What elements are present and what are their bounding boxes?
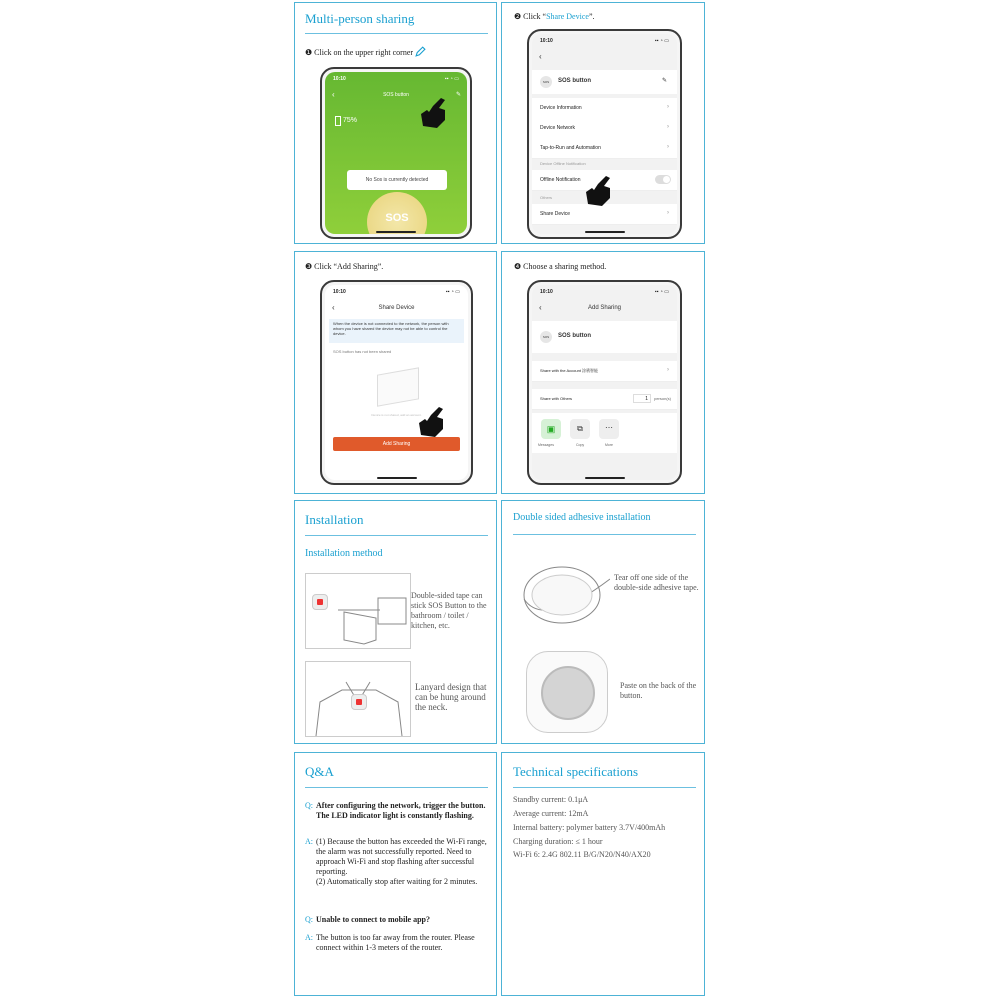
qa-q1: Q: After configuring the network, trigger the button. The LED indicator light is constantly flashing.	[305, 801, 486, 820]
copy-label: Copy	[576, 443, 585, 447]
status-icons: ▪▪ ◔ ▭	[444, 76, 459, 82]
device-header	[532, 70, 677, 94]
row-share-others: Share with Others 1 person(s)	[532, 389, 677, 410]
step1-text	[305, 46, 426, 57]
device-name: SOS button	[558, 333, 591, 339]
spec-wifi: Wi-Fi 6: 2.4G 802.11 B/G/N20/N40/AX20	[513, 850, 651, 859]
qa-title: Q&A	[305, 764, 334, 779]
notice-banner: When the device is not connected to the network, the person with whom you have shared the device may not be able to control the device.	[329, 319, 464, 343]
row-share-device[interactable]: Share Device ›	[532, 204, 677, 225]
home-indicator	[377, 477, 417, 479]
person-unit: person(s)	[654, 396, 671, 401]
step1-label: ❶ Click on the upper right corner	[305, 48, 414, 57]
home-indicator	[376, 231, 416, 233]
lanyard-illustration	[305, 661, 411, 737]
phone-settings-screen	[527, 29, 682, 239]
back-icon[interactable]: ‹	[332, 303, 335, 312]
step3-text: ❸ Click “Add Sharing”.	[305, 262, 384, 271]
section-offline: Device Offline Notification	[540, 161, 586, 166]
device-avatar: SOS	[540, 76, 552, 88]
button-back-illustration	[526, 651, 608, 733]
battery-icon	[335, 116, 341, 126]
sos-button-mini	[351, 694, 367, 710]
pointing-hand-icon	[584, 174, 614, 208]
add-sharing-button[interactable]: Add Sharing	[333, 437, 460, 451]
share-device-link: Share Device	[546, 12, 589, 21]
pointing-hand-icon	[417, 405, 447, 439]
status-icons: ▪▪ ◔ ▭	[654, 289, 669, 295]
phone-add-sharing-screen	[527, 280, 682, 485]
screen-title: Share Device	[378, 305, 415, 311]
lanyard-description: Lanyard design that can be hung around the neck.	[415, 682, 487, 712]
home-indicator	[585, 231, 625, 233]
section-others: Others	[540, 195, 553, 200]
tear-description: Tear off one side of the double-side adhesive tape.	[614, 573, 699, 592]
toast: No Sos is currently detected	[347, 170, 447, 190]
screen-title: SOS button	[383, 92, 409, 98]
row-device-network[interactable]: Device Network ›	[532, 118, 677, 139]
paste-description: Paste on the back of the button.	[620, 681, 697, 700]
home-indicator	[585, 477, 625, 479]
pencil-icon	[415, 46, 426, 57]
panel-sharing-step2	[501, 2, 705, 244]
more-label: More	[605, 443, 613, 447]
row-share-account[interactable]: Share with the Account 涂鸦智能 ›	[532, 361, 677, 382]
sharing-title: Multi-person sharing	[305, 11, 415, 26]
back-icon[interactable]: ‹	[539, 303, 542, 312]
status-time: 10:10	[540, 289, 553, 295]
back-icon[interactable]: ‹	[539, 52, 542, 61]
spec-battery: Internal battery: polymer battery 3.7V/400mAh	[513, 823, 666, 832]
title-rule	[305, 787, 488, 788]
panel-adhesive	[501, 500, 705, 744]
empty-text: Device is not shared, add an account.	[371, 413, 422, 417]
copy-app[interactable]: ⧉	[570, 419, 590, 439]
share-status: SOS button has not been shared	[333, 349, 392, 354]
tape-illustration	[305, 573, 411, 649]
status-time: 10:10	[333, 289, 346, 295]
messages-label: Messages	[538, 443, 554, 447]
sos-label: SOS	[385, 212, 409, 224]
device-header	[532, 321, 677, 353]
status-time: 10:10	[333, 76, 346, 82]
messages-app[interactable]: ▣	[541, 419, 561, 439]
panel-specs	[501, 752, 705, 996]
screen-title: Add Sharing	[587, 305, 622, 311]
step2-text: ❷ Click “Share Device”.	[514, 12, 595, 21]
empty-box-illustration	[377, 367, 419, 406]
title-rule	[513, 787, 696, 788]
title-rule	[305, 33, 488, 34]
step4-text: ❹ Choose a sharing method.	[514, 262, 607, 271]
offline-toggle[interactable]	[655, 175, 671, 184]
installation-method: Installation method	[305, 548, 383, 559]
row-device-information[interactable]: Device Information ›	[532, 98, 677, 119]
qa-a1: A: (1) Because the button has exceeded the Wi-Fi range, the alarm was not successfully reported. Need to approach Wi-Fi and stop flashing after successful reporting. (2) Automatically stop after waiting for 2 minutes.	[305, 837, 487, 886]
adhesive-peel-illustration	[514, 559, 610, 629]
back-icon[interactable]: ‹	[332, 90, 335, 99]
edit-icon[interactable]: ✎	[661, 78, 667, 84]
qa-a2: A: The button is too far away from the router. Please connect within 1-3 meters of the router.	[305, 933, 475, 952]
adhesive-title: Double sided adhesive installation	[513, 512, 651, 523]
edit-icon[interactable]: ✎	[455, 92, 461, 98]
panel-sharing-step3	[294, 251, 497, 494]
phone-share-device-screen	[320, 280, 473, 485]
panel-qa	[294, 752, 497, 996]
status-icons: ▪▪ ◔ ▭	[654, 38, 669, 44]
specs-title: Technical specifications	[513, 764, 639, 779]
pointing-hand-icon	[419, 96, 449, 130]
row-tap-to-run[interactable]: Tap-to-Run and Automation ›	[532, 138, 677, 159]
device-name: SOS button	[558, 78, 591, 84]
panel-installation	[294, 500, 497, 744]
tape-description: Double-sided tape can stick SOS Button to the bathroom / toilet / kitchen, etc.	[411, 591, 487, 630]
toilet-drawing	[306, 574, 410, 648]
person-count-input[interactable]: 1	[633, 394, 651, 403]
status-time: 10:10	[540, 38, 553, 44]
phone-device-screen	[320, 67, 472, 239]
more-app[interactable]: ⋯	[599, 419, 619, 439]
battery-level: 75%	[343, 117, 358, 124]
device-avatar: SOS	[540, 331, 552, 343]
title-rule	[513, 534, 696, 535]
spec-average: Average current: 12mA	[513, 809, 589, 818]
installation-title: Installation	[305, 512, 364, 527]
share-apps	[532, 413, 677, 453]
panel-sharing-step1	[294, 2, 497, 244]
row-offline-notification[interactable]: Offline Notification	[532, 170, 677, 191]
status-icons: ▪▪ ◔ ▭	[445, 289, 460, 295]
spec-charging: Charging duration: ≤ 1 hour	[513, 837, 603, 846]
panel-sharing-step4	[501, 251, 705, 494]
spec-standby: Standby current: 0.1μA	[513, 795, 589, 804]
qa-q2: Q: Unable to connect to mobile app?	[305, 915, 430, 924]
title-rule	[305, 535, 488, 536]
